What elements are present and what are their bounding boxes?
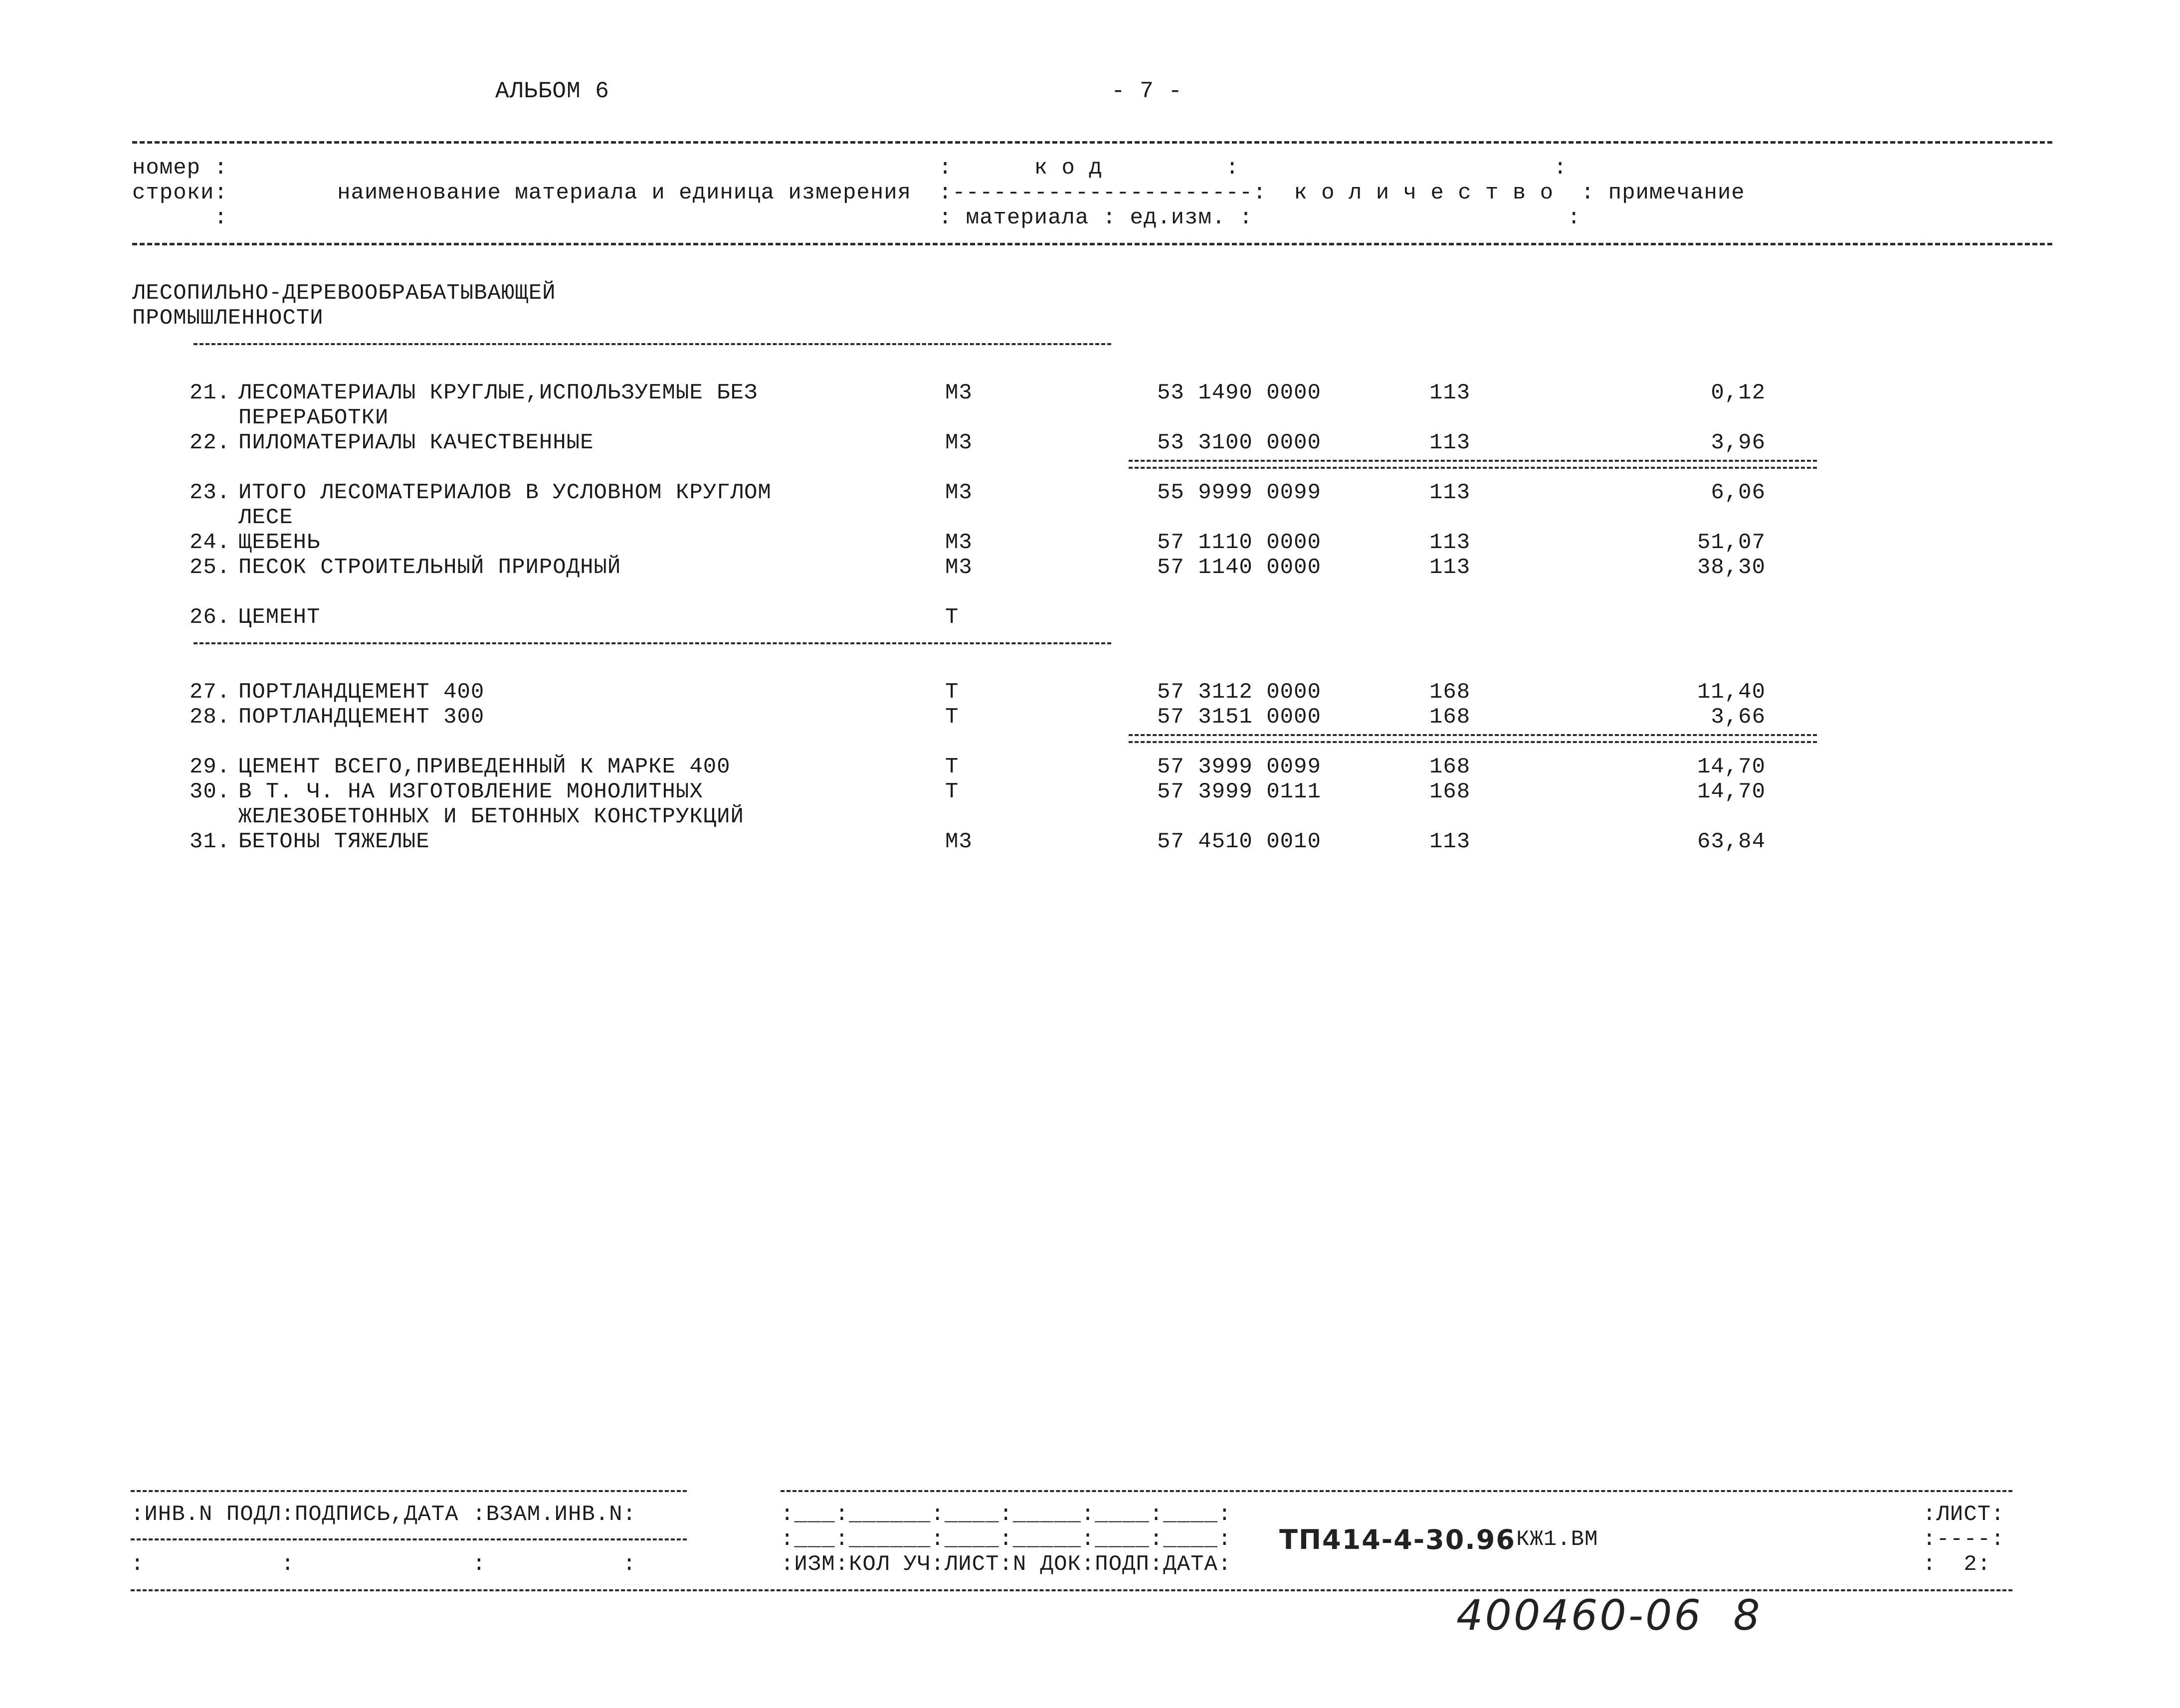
material-name-cont: ЖЕЛЕЗОБЕТОННЫХ И БЕТОННЫХ КОНСТРУКЦИЙ	[238, 804, 744, 829]
quantity: 14,70	[1697, 779, 1766, 804]
material-name: ПИЛОМАТЕРИАЛЫ КАЧЕСТВЕННЫЕ	[238, 430, 594, 455]
unit-code: 168	[1429, 680, 1471, 705]
material-name: ПОРТЛАНДЦЕМЕНТ 400	[238, 680, 485, 705]
unit: М3	[945, 555, 973, 580]
unit: М3	[945, 530, 973, 555]
quantity: 14,70	[1697, 755, 1766, 779]
row-number: 21.	[190, 380, 231, 405]
material-code: 57 3112 0000	[1157, 680, 1321, 705]
material-name: БЕТОНЫ ТЯЖЕЛЫЕ	[238, 829, 430, 854]
footer-left-mid-rule	[131, 1538, 687, 1540]
unit: М3	[945, 430, 973, 455]
quantity: 63,84	[1697, 829, 1766, 854]
unit-code: 113	[1429, 530, 1471, 555]
unit: Т	[945, 755, 959, 779]
document-mark: КЖ1.ВМ	[1516, 1527, 1598, 1552]
unit: Т	[945, 680, 959, 705]
sheet-separator: :----:	[1923, 1527, 2005, 1552]
revision-row2: :___:______:____:_____:____:____:	[781, 1527, 1232, 1552]
unit-code: 113	[1429, 829, 1471, 854]
row-number: 31.	[190, 829, 231, 854]
row-number: 26.	[190, 605, 231, 630]
material-code: 53 1490 0000	[1157, 380, 1321, 405]
group-underline	[194, 642, 1111, 644]
page-number: - 7 -	[1111, 78, 1183, 104]
header-bottom-rule	[132, 243, 2052, 245]
row-number: 29.	[190, 755, 231, 779]
material-name: ЩЕБЕНЬ	[238, 530, 321, 555]
unit-code: 168	[1429, 705, 1471, 730]
table-header-row2: строки: наименование материала и единица измерения :----------------------: к о л и ч е с т в о : примечание	[132, 181, 1745, 205]
footer-right-top-rule	[781, 1490, 2012, 1492]
row-number: 28.	[190, 705, 231, 730]
material-code: 55 9999 0099	[1157, 480, 1321, 505]
unit-code: 113	[1429, 480, 1471, 505]
unit-code: 113	[1429, 380, 1471, 405]
material-code: 57 1110 0000	[1157, 530, 1321, 555]
footer-left-cells: : : : :	[131, 1552, 636, 1577]
revision-row1: :___:______:____:_____:____:____:	[781, 1502, 1232, 1527]
material-code: 57 4510 0010	[1157, 829, 1321, 854]
unit: М3	[945, 380, 973, 405]
quantity: 0,12	[1711, 380, 1766, 405]
table-header-row1: номер : : к о д : :	[132, 156, 1568, 181]
header-top-rule	[132, 141, 2052, 144]
quantity: 38,30	[1697, 555, 1766, 580]
row-number: 22.	[190, 430, 231, 455]
footer-left-labels: :ИНВ.N ПОДЛ:ПОДПИСЬ,ДАТА :ВЗАМ.ИНВ.N:	[131, 1502, 636, 1527]
unit: М3	[945, 480, 973, 505]
material-name: ПЕСОК СТРОИТЕЛЬНЫЙ ПРИРОДНЫЙ	[238, 555, 621, 580]
material-name-cont: ЛЕСЕ	[238, 505, 293, 530]
quantity: 3,66	[1711, 705, 1766, 730]
unit: Т	[945, 779, 959, 804]
unit-code: 113	[1429, 430, 1471, 455]
sheet-label: :ЛИСТ:	[1923, 1502, 2005, 1527]
material-code: 53 3100 0000	[1157, 430, 1321, 455]
material-name: ЛЕСОМАТЕРИАЛЫ КРУГЛЫЕ,ИСПОЛЬЗУЕМЫЕ БЕЗ	[238, 380, 758, 405]
subtotal-double-rule	[1129, 734, 1817, 743]
row-number: 30.	[190, 779, 231, 804]
quantity: 3,96	[1711, 430, 1766, 455]
row-number: 27.	[190, 680, 231, 705]
material-name: ЦЕМЕНТ ВСЕГО,ПРИВЕДЕННЫЙ К МАРКЕ 400	[238, 755, 731, 779]
sheet-number: : 2:	[1923, 1552, 1991, 1577]
document-code: ТП414-4-30.96	[1279, 1524, 1516, 1555]
quantity: 6,06	[1711, 480, 1766, 505]
row-number: 23.	[190, 480, 231, 505]
material-name: ПОРТЛАНДЦЕМЕНТ 300	[238, 705, 485, 730]
footer-left-top-rule	[131, 1490, 687, 1492]
unit-code: 168	[1429, 779, 1471, 804]
material-name: ЦЕМЕНТ	[238, 605, 321, 630]
quantity: 11,40	[1697, 680, 1766, 705]
material-code: 57 3999 0111	[1157, 779, 1321, 804]
handwritten-inventory-number: 400460-06 8	[1456, 1591, 1762, 1640]
unit-code: 113	[1429, 555, 1471, 580]
section-title-line1: ЛЕСОПИЛЬНО-ДЕРЕВООБРАБАТЫВАЮЩЕЙ	[132, 281, 556, 306]
album-label: АЛЬБОМ 6	[495, 78, 609, 104]
subtotal-double-rule	[1129, 460, 1817, 469]
material-code: 57 3151 0000	[1157, 705, 1321, 730]
unit-code: 168	[1429, 755, 1471, 779]
material-name: В Т. Ч. НА ИЗГОТОВЛЕНИЕ МОНОЛИТНЫХ	[238, 779, 703, 804]
unit: Т	[945, 605, 959, 630]
revision-labels: :ИЗМ:КОЛ УЧ:ЛИСТ:N ДОК:ПОДП:ДАТА:	[781, 1552, 1232, 1577]
unit: М3	[945, 829, 973, 854]
section-underline	[194, 343, 1111, 345]
material-name-cont: ПЕРЕРАБОТКИ	[238, 405, 389, 430]
unit: Т	[945, 705, 959, 730]
row-number: 24.	[190, 530, 231, 555]
material-code: 57 3999 0099	[1157, 755, 1321, 779]
row-number: 25.	[190, 555, 231, 580]
material-name: ИТОГО ЛЕСОМАТЕРИАЛОВ В УСЛОВНОМ КРУГЛОМ	[238, 480, 772, 505]
section-title-line2: ПРОМЫШЛЕННОСТИ	[132, 306, 324, 331]
quantity: 51,07	[1697, 530, 1766, 555]
table-header-row3: : : материала : ед.изм. : :	[132, 205, 1581, 230]
material-code: 57 1140 0000	[1157, 555, 1321, 580]
